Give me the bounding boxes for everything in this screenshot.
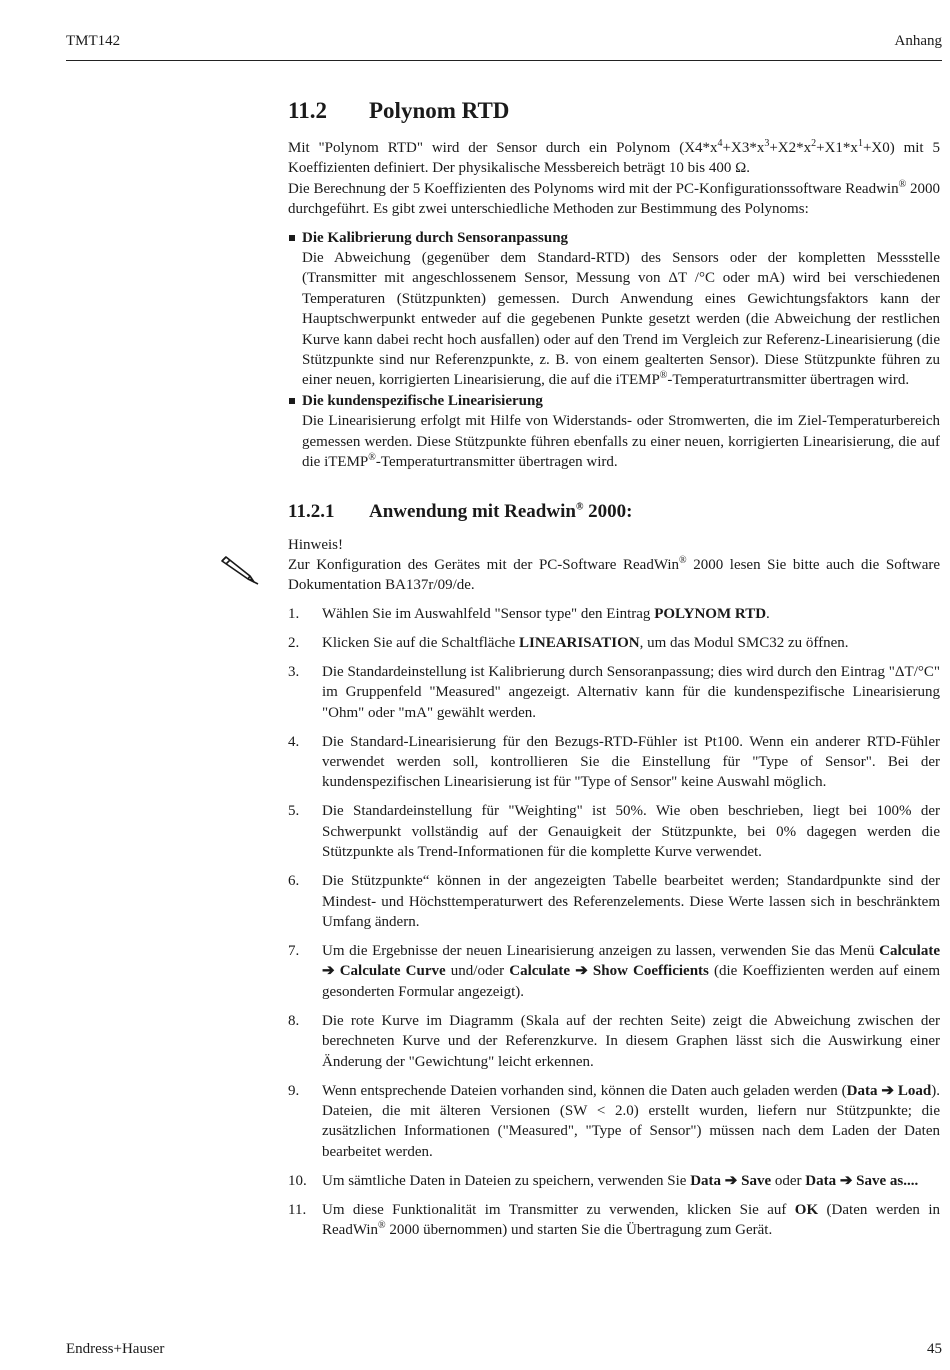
bullet-square-icon: [289, 235, 295, 241]
step-number: 8.: [288, 1012, 300, 1029]
step-number: 1.: [288, 605, 300, 622]
bullet-item: [288, 228, 940, 391]
step-number: 11.: [288, 1201, 307, 1218]
step-item: 11. Um diese Funktionalität im Transmitter zu verwenden, klicken Sie auf OK (Daten werden in ReadWin® 2000 übernommen) und starten Sie die Übertragung zum Gerät.: [288, 1201, 940, 1239]
step-item: 5. Die Standardeinstellung für "Weighting" ist 50%. Wie oben beschrieben, liegt bei 100% der Schwerpunkt vollständig auf der Genauigkeit der Stützpunkte, bei 0% dagegen werden die Stützpunkte als Trend-Informationen für die komplette Kurve verwendet.: [288, 803, 940, 861]
bullet-item: [288, 391, 940, 473]
step-item: 4. Die Standard-Linearisierung für den Bezugs-RTD-Fühler ist Pt100. Wenn ein anderer RTD-Fühler verwendet werden soll, kontrollieren Sie die Einstellung für "Type of Sensor". Bei der kundenspezifischen Linearisierung ist für "Type of Sensor" keine Auswahl möglich.: [288, 733, 940, 791]
note-label: Hinweis!: [288, 536, 343, 553]
step-number: 5.: [288, 803, 300, 820]
bullet-text: Die Abweichung (gegenüber dem Standard-RTD) des Sensors oder der kompletten Messstelle (Transmitter mit angeschlossenem Sensor, Messung von ΔT /°C oder mA) wird bei verschiedenen Temperaturen (Stützpunkten) gemessen. Durch Anwendung eines Gewichtungsfaktors kann der Hauptschwerpunkt entweder auf die gegebenen Punkte gesetzt werden (die Abweichung der restlichen Kurve kann dabei recht hoch ausfallen) oder auf den Trend im Vergleich zur Referenz-Linearisierung (die Stützpunkte sind nur Referenzpunkte, z. B. von einem gealterten Sensor). Diese Stützpunkte führen zu einer neuen, korrigierten Linearisierung, die auf die iTEMP®-Temperaturtransmitter übertragen wird.: [302, 250, 940, 389]
header-rule: [66, 60, 942, 61]
step-number: 7.: [288, 942, 300, 959]
pencil-note-icon: [218, 555, 260, 587]
header-product: TMT142: [66, 33, 121, 49]
footer-company: Endress+Hauser: [66, 1341, 165, 1357]
step-number: 3.: [288, 663, 300, 680]
step-number: 2.: [288, 634, 300, 651]
intro-paragraph-1: Mit "Polynom RTD" wird der Sensor durch ein Polynom $(X4*x^4+X3*x^3+X2*x^2+X1*x^1+X0)$ mit 5 Koeffizienten definiert. Der physikalische Messbereich beträgt 10 bis 400 Ω.: [288, 138, 940, 177]
step-item: 8. Die rote Kurve im Diagramm (Skala auf der rechten Seite) zeigt die Abweichung zwischen der berechneten Kurve und der Referenzkurve. In diesem Graphen lässt sich die Auswirkung einer Änderung der "Gewichtung" leicht erkennen.: [288, 1012, 940, 1070]
section-title: Polynom RTD: [369, 98, 510, 123]
section-heading: [288, 96, 940, 126]
intro-paragraph-2: Die Berechnung der 5 Koeffizienten des Polynoms wird mit der PC-Konfigurationssoftware Readwin® 2000 durchgeführt. Es gibt zwei unterschiedliche Methoden zur Bestimmung des Polynoms:: [288, 178, 940, 218]
bullet-title: Die kundenspezifische Linearisierung: [302, 392, 543, 409]
step-item: 3. Die Standardeinstellung ist Kalibrierung durch Sensoranpassung; dies wird durch den Eintrag "ΔT/°C" im Gruppenfeld "Measured" angezeigt. Alternativ kann für die kundenspezifische Linearisierung "Ohm" oder "mA" gewählt werden.: [288, 663, 940, 721]
main-content: [288, 96, 940, 1249]
steps-list: [288, 604, 940, 1241]
section-number: 11.2: [288, 98, 327, 123]
step-item: 7. Um die Ergebnisse der neuen Linearisierung anzeigen zu lassen, verwenden Sie das Menü Calculate ➔ Calculate Curve und/oder Calculate ➔ Show Coefficients (die Koeffizienten werden auf einem gesonderten Formular angezeigt).: [288, 942, 940, 1000]
page-number: 45: [927, 1341, 942, 1357]
step-item: 10. Um sämtliche Daten in Dateien zu speichern, verwenden Sie Data ➔ Save oder Data ➔ Save as....: [288, 1171, 940, 1191]
header-chapter: Anhang: [894, 33, 942, 49]
subsection-number: 11.2.1: [288, 500, 335, 522]
step-number: 4.: [288, 733, 300, 750]
step-number: 10.: [288, 1172, 307, 1189]
subsection-heading: 11.2.1 Anwendung mit Readwin® 2000:: [288, 499, 940, 525]
note-text: Zur Konfiguration des Gerätes mit der PC-Software ReadWin® 2000 lesen Sie bitte auch die Software Dokumentation BA137r/09/de.: [288, 554, 940, 594]
bullet-square-icon: [289, 398, 295, 404]
bullet-title: Die Kalibrierung durch Sensoranpassung: [302, 229, 569, 246]
step-item: 1. Wählen Sie im Auswahlfeld "Sensor type" den Eintrag POLYNOM RTD.: [288, 604, 940, 624]
step-item: 9. Wenn entsprechende Dateien vorhanden sind, können die Daten auch geladen werden (Data ➔ Load). Dateien, die mit älteren Versionen (SW < 2.0) erstellt wurden, liefern nur Stützpunkte; die zusätzlichen Informationen ("Measured", "Type of Sensor") müssen nach dem Laden der Daten bearbeitet werden.: [288, 1082, 940, 1160]
step-item: 6. Die Stützpunkte“ können in der angezeigten Tabelle bearbeitet werden; Standardpunkte sind der Mindest- und Höchsttemperaturwert des Referenzelements. Diese Werte lassen sich in beschränktem Umfang ändern.: [288, 873, 940, 930]
step-item: 2. Klicken Sie auf die Schaltfläche LINEARISATION, um das Modul SMC32 zu öffnen.: [288, 633, 940, 653]
step-number: 6.: [288, 873, 300, 890]
bullet-text: Die Linearisierung erfolgt mit Hilfe von Widerstands- oder Stromwerten, die im Ziel-Temperaturbereich gemessen werden. Diese Stützpunkte führen ebenfalls zu einer neuen, korrigierten Linearisierung, die auf die iTEMP®-Temperaturtransmitter übertragen wird.: [302, 413, 940, 471]
step-number: 9.: [288, 1082, 300, 1099]
